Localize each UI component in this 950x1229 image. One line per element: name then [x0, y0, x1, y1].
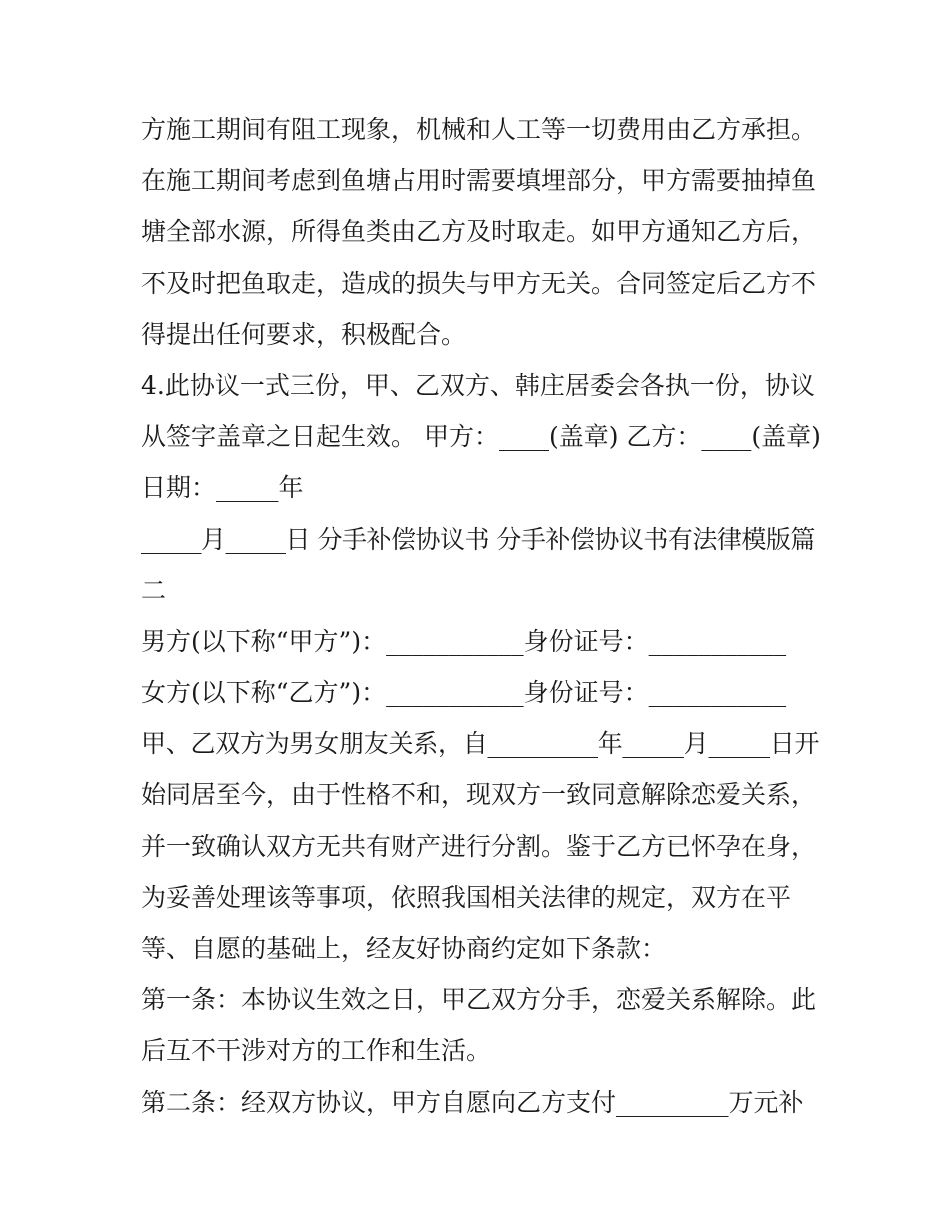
text-line: 塘全部水源，所得鱼类由乙方及时取走。如甲方通知乙方后，: [141, 217, 817, 247]
text-line: 在施工期间考虑到鱼塘占用时需要填埋部分，甲方需要抽掉鱼: [141, 166, 817, 196]
text-line: 等、自愿的基础上，经友好协商约定如下条款：: [141, 934, 667, 963]
text-line: 并一致确认双方无共有财产进行分割。鉴于乙方已怀孕在身，: [141, 831, 817, 861]
text-line: 始同居至今，由于性格不和，现双方一致同意解除恋爱关系，: [141, 780, 817, 810]
text-line: 方施工期间有阻工现象，机械和人工等一切费用由乙方承担。: [141, 115, 817, 144]
text-line: 从签字盖章之日起生效。 甲方：____(盖章) 乙方：____(盖章): [141, 422, 821, 452]
document-body: [141, 104, 821, 1128]
text-line: 不及时把鱼取走，造成的损失与甲方无关。合同签定后乙方不: [141, 268, 817, 298]
text-line: 第一条：本协议生效之日，甲乙双方分手，恋爱关系解除。此: [141, 985, 817, 1015]
text-line: 甲、乙双方为男女朋友关系，自_________年_____月_____日开: [141, 729, 820, 759]
text-line: 4.此协议一式三份，甲、乙双方、韩庄居委会各执一份，协议: [141, 370, 815, 400]
text-line: 后互不干涉对方的工作和生活。: [141, 1036, 492, 1066]
text-line: 为妥善处理该等事项，依照我国相关法律的规定，双方在平: [141, 882, 792, 912]
text-line: 男方(以下称“甲方”)：___________身份证号：___________: [141, 626, 787, 656]
text-line: 第二条：经双方协议，甲方自愿向乙方支付_________万元补: [141, 1087, 804, 1117]
text-line: _____月_____日 分手补偿协议书 分手补偿协议书有法律模版篇: [141, 524, 815, 554]
text-line: 得提出任何要求，积极配合。: [141, 319, 467, 349]
text-line: 二: [141, 575, 167, 605]
text-line: 女方(以下称“乙方”)：___________身份证号：___________: [141, 678, 787, 708]
text-line: 日期：_____年: [141, 473, 304, 503]
